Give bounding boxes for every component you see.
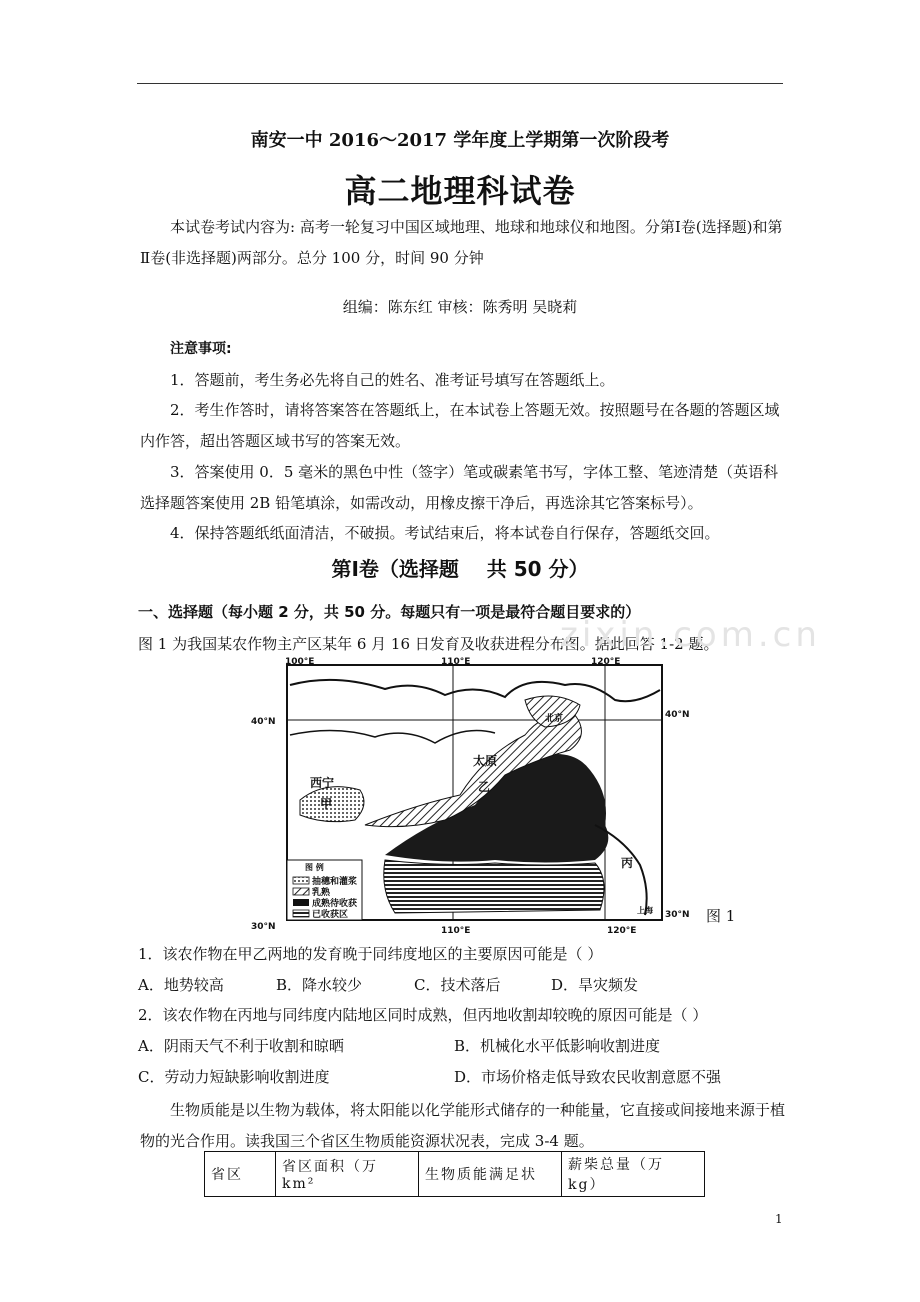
section-subheading: 一、选择题（每小题 2 分，共 50 分。每题只有一项是最符合题目要求的） [138, 603, 641, 621]
place-taiyuan: 太原 [473, 754, 498, 768]
figure-label: 图 1 [706, 907, 736, 925]
q1-option-d: D．旱灾频发 [551, 976, 639, 994]
table-header-cell: 省区 [205, 1152, 276, 1197]
q2-option-c: C．劳动力短缺影响收割进度 [138, 1068, 330, 1086]
lat-label-40-right: 40°N [665, 710, 690, 720]
place-bing: 丙 [621, 856, 634, 870]
question-1-stem: 1．该农作物在甲乙两地的发育晚于同纬度地区的主要原因可能是（ ） [138, 945, 603, 963]
school-line: 南安一中 2016～2017 学年度上学期第一次阶段考 [250, 130, 670, 151]
question-2-stem: 2．该农作物在丙地与同纬度内陆地区同时成熟，但丙地收割却较晚的原因可能是（ ） [138, 1006, 708, 1024]
question-intro: 图 1 为我国某农作物主产区某年 6 月 16 日发育及收获进程分布图。据此回答 1-2 题。 [138, 635, 719, 653]
map-svg [245, 655, 690, 935]
q2-option-b: B．机械化水平低影响收割进度 [454, 1037, 661, 1055]
q2-option-d: D．市场价格走低导致农民收割意愿不强 [454, 1068, 722, 1086]
notice-item-4: 4．保持答题纸纸面清洁，不破损。考试结束后，将本试卷自行保存，答题纸交回。 [170, 524, 720, 542]
q1-option-b: B．降水较少 [276, 976, 363, 994]
intro-paragraph: 本试卷考试内容为: 高考一轮复习中国区域地理、地球和地球仪和地图。分第Ⅰ卷(选择题)和第Ⅱ卷(非选择题)两部分。总分 100 分，时间 90 分钟 [140, 218, 783, 267]
page-number: 1 [775, 1212, 783, 1226]
lat-label-30-right: 30°N [665, 910, 690, 920]
lon-label-120-bottom: 120°E [607, 926, 637, 935]
legend-title: 图 例 [305, 863, 324, 872]
legend-item-milk: 乳熟 [312, 888, 331, 898]
q1-option-c: C．技术落后 [414, 976, 501, 994]
notice-item-3: 3．答案使用 0．5 毫米的黑色中性（签字）笔或碳素笔书写，字体工整、笔迹清楚（英语科选择题答案使用 2B 铅笔填涂，如需改动，用橡皮擦干净后，再选涂其它答案标号）。 [140, 463, 779, 512]
lat-label-30-left: 30°N [251, 922, 276, 932]
notice-item-1: 1．答题前，考生务必先将自己的姓名、准考证号填写在答题纸上。 [170, 371, 615, 389]
lon-label-110: 110°E [441, 657, 471, 667]
watermark: zixin.com.cn [560, 615, 821, 655]
lon-label-100: 100°E [285, 657, 315, 667]
place-shanghai: 上海 [637, 906, 653, 915]
table-header-cell: 生物质能满足状 [419, 1152, 562, 1197]
crop-progress-map [245, 655, 690, 935]
place-jia: 甲 [320, 797, 333, 811]
table-header-cell: 省区面积（万 km² [276, 1152, 419, 1197]
biomass-table [204, 1151, 705, 1197]
legend-item-harvested: 已收获区 [312, 910, 349, 920]
legend-item-heading: 抽穗和灌浆 [312, 877, 358, 887]
header-rule [137, 83, 783, 84]
place-yi: 乙 [478, 780, 491, 794]
editors-line: 组编：陈东红 审核：陈秀明 吴晓莉 [342, 298, 578, 316]
bio-paragraph: 生物质能是以生物为载体，将太阳能以化学能形式储存的一种能量，它直接或间接地来源于植物的光合作用。读我国三个省区生物质能资源状况表，完成 3-4 题。 [140, 1101, 786, 1150]
lon-label-120: 120°E [591, 657, 621, 667]
legend-item-mature: 成熟待收获 [312, 899, 358, 909]
section-title: 第Ⅰ卷（选择题 共 50 分） [331, 557, 589, 581]
table-header-row [205, 1152, 705, 1197]
notice-item-2: 2．考生作答时，请将答案答在答题纸上，在本试卷上答题无效。按照题号在各题的答题区域内作答，超出答题区域书写的答案无效。 [140, 401, 780, 450]
region-harvested [384, 860, 604, 913]
table-header-cell: 薪柴总量（万 kg） [562, 1152, 705, 1197]
place-beijing: 北京 [545, 714, 564, 724]
page-title: 高二地理科试卷 [344, 172, 576, 210]
q2-option-a: A．阴雨天气不利于收割和晾晒 [138, 1037, 344, 1055]
place-xining: 西宁 [310, 776, 335, 790]
notice-heading: 注意事项: [170, 341, 232, 357]
q1-option-a: A．地势较高 [138, 976, 224, 994]
lat-label-40-left: 40°N [251, 717, 276, 727]
lon-label-110-bottom: 110°E [441, 926, 471, 935]
